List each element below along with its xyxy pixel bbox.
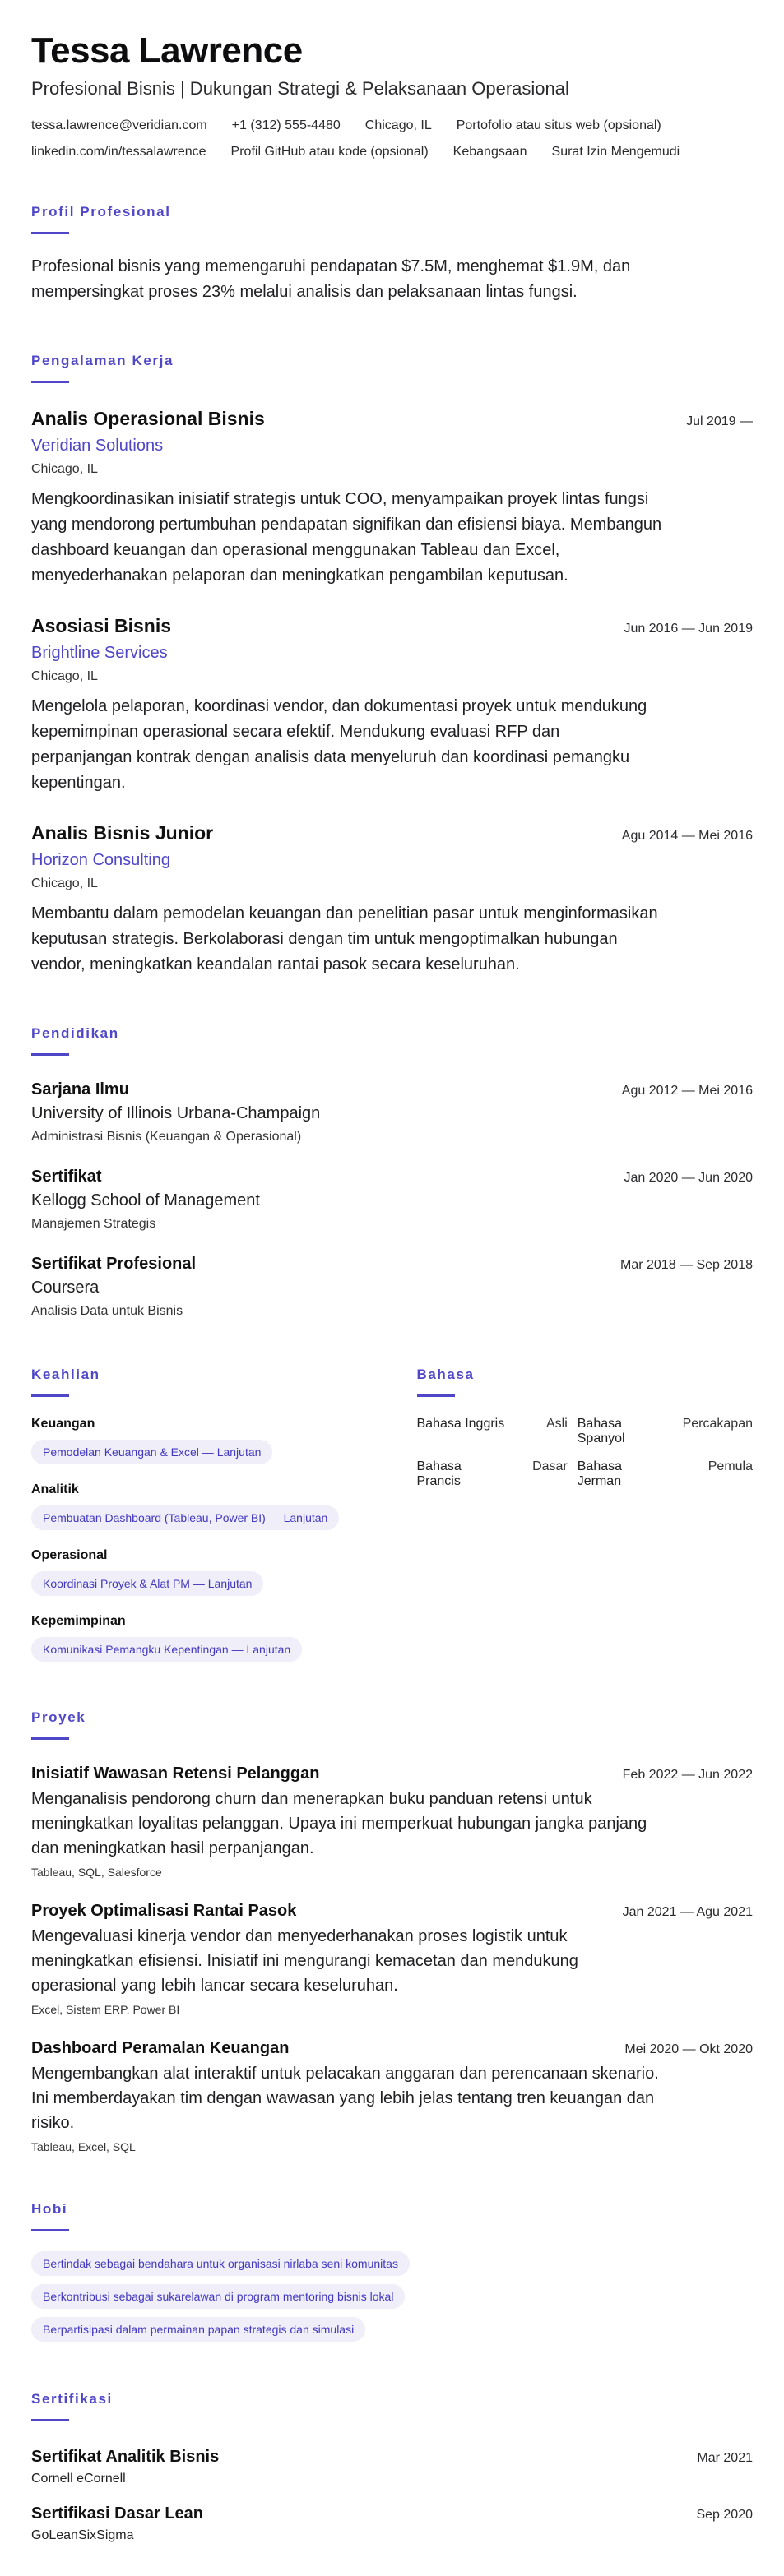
job-date: Jul 2019 —	[686, 414, 753, 428]
project-name: Proyek Optimalisasi Rantai Pasok	[31, 1902, 297, 1920]
job-entry	[31, 822, 753, 978]
hobbies-section	[31, 2201, 753, 2350]
section-divider	[31, 232, 69, 234]
project-description: Menganalisis pendorong churn dan menerapkan buku panduan retensi untuk meningkatkan loyalitas pelanggan. Upaya ini memperkuat hubungan jangka panjang dan meningkatkan hasil perpanjangan.	[31, 1790, 647, 1857]
section-title: Pendidikan	[31, 1025, 119, 1041]
job-role: Analis Operasional Bisnis	[31, 408, 265, 429]
languages-section	[417, 1367, 754, 1662]
certification-entry	[31, 2448, 753, 2486]
section-divider	[31, 1394, 69, 1397]
resume-header	[31, 30, 753, 160]
language-name: Bahasa Inggris	[416, 1417, 505, 1431]
section-divider	[31, 2229, 69, 2231]
education-degree: Sertifikat Profesional	[31, 1255, 197, 1273]
hobby-list	[31, 2251, 753, 2350]
education-school: University of Illinois Urbana-Champaign	[31, 1104, 321, 1122]
skill-group	[31, 1614, 368, 1662]
language-name: Bahasa Spanyol	[577, 1417, 625, 1445]
projects-section	[31, 1709, 753, 2153]
section-title: Bahasa	[416, 1367, 475, 1382]
skill-category: Operasional	[31, 1548, 108, 1562]
skill-group	[31, 1548, 368, 1596]
project-date: Jan 2021 — Agu 2021	[622, 1905, 753, 1919]
job-date: Agu 2014 — Mei 2016	[621, 829, 753, 843]
contact-github: Profil GitHub atau kode (opsional)	[230, 145, 429, 159]
language-name: Bahasa Jerman	[577, 1459, 623, 1488]
certification-name: Sertifikat Analitik Bisnis	[31, 2448, 220, 2466]
project-entry	[31, 1902, 753, 2016]
education-entry	[31, 1168, 753, 1232]
hobby-chip: Berpartisipasi dalam permainan papan strategis dan simulasi	[31, 2317, 365, 2342]
language-list	[417, 1417, 754, 1489]
education-degree: Sarjana Ilmu	[31, 1080, 129, 1098]
education-date: Mar 2018 — Sep 2018	[620, 1258, 753, 1272]
project-entry	[31, 1764, 753, 1879]
contact-email[interactable]: tessa.lawrence@veridian.com	[31, 118, 207, 132]
certification-date: Mar 2021	[697, 2451, 753, 2465]
education-field: Manajemen Strategis	[31, 1217, 156, 1231]
hobby-chip: Bertindak sebagai bendahara untuk organisasi nirlaba seni komunitas	[31, 2251, 410, 2276]
certification-entry	[31, 2504, 753, 2543]
language-level: Dasar	[532, 1459, 568, 1473]
education-field: Analisis Data untuk Bisnis	[31, 1304, 183, 1318]
contact-phone[interactable]: +1 (312) 555-4480	[231, 118, 341, 132]
section-divider	[31, 1053, 69, 1056]
skill-chip: Koordinasi Proyek & Alat PM — Lanjutan	[31, 1571, 263, 1596]
job-date: Jun 2016 — Jun 2019	[624, 622, 753, 636]
job-role: Analis Bisnis Junior	[31, 822, 214, 844]
education-entry	[31, 1080, 753, 1145]
project-description: Mengembangkan alat interaktif untuk pelacakan anggaran dan perencanaan skenario. Ini memberdayakan tim dengan wawasan yang lebih jelas tentang tren keuangan dan risiko.	[31, 2065, 659, 2132]
section-divider	[31, 1737, 69, 1740]
skills-section	[31, 1367, 368, 1662]
skill-category: Keuangan	[31, 1417, 95, 1431]
skill-chip: Pembuatan Dashboard (Tableau, Power BI) — Lanjutan	[31, 1505, 339, 1530]
job-entry	[31, 408, 753, 589]
education-entry	[31, 1255, 753, 1319]
language-name: Bahasa Prancis	[416, 1459, 462, 1488]
job-location: Chicago, IL	[31, 669, 98, 683]
job-location: Chicago, IL	[31, 876, 98, 890]
skills-languages-row	[31, 1367, 753, 1662]
candidate-name: Tessa Lawrence	[31, 30, 303, 71]
summary-text: Profesional bisnis yang memengaruhi pendapatan $7.5M, menghemat $1.9M, dan mempersingkat proses 23% melalui analisis dan pelaksanaan lintas fungsi.	[31, 257, 631, 301]
job-company: Horizon Consulting	[31, 851, 170, 869]
section-title: Pengalaman Kerja	[31, 353, 174, 368]
education-date: Jan 2020 — Jun 2020	[624, 1171, 753, 1185]
education-degree: Sertifikat	[31, 1168, 102, 1186]
language-level: Asli	[545, 1417, 568, 1431]
certification-issuer: GoLeanSixSigma	[31, 2528, 134, 2542]
education-field: Administrasi Bisnis (Keuangan & Operasional)	[31, 1130, 302, 1144]
project-tech: Excel, Sistem ERP, Power BI	[31, 2003, 180, 2016]
section-divider	[31, 381, 69, 383]
job-company: Brightline Services	[31, 644, 168, 662]
language-level: Percakapan	[682, 1417, 753, 1431]
job-location: Chicago, IL	[31, 462, 98, 476]
education-date: Agu 2012 — Mei 2016	[621, 1084, 753, 1098]
skill-chip: Pemodelan Keuangan & Excel — Lanjutan	[31, 1440, 272, 1464]
contact-info	[31, 118, 753, 160]
section-title: Sertifikasi	[31, 2391, 113, 2407]
contact-linkedin[interactable]: linkedin.com/in/tessalawrence	[31, 145, 206, 159]
skill-group	[31, 1482, 368, 1530]
section-divider	[31, 2419, 69, 2421]
section-title: Hobi	[31, 2201, 68, 2217]
contact-driving-license: Surat Izin Mengemudi	[551, 145, 680, 159]
job-company: Veridian Solutions	[31, 437, 164, 455]
certification-name: Sertifikasi Dasar Lean	[31, 2504, 203, 2523]
job-description: Mengkoordinasikan inisiatif strategis untuk COO, menyampaikan proyek lintas fungsi yang mendorong pertumbuhan pendapatan signifikan dan efisiensi biaya. Membangun dashboard keuangan dan operasional menggunakan Tableau dan Excel, menyederhanakan pelaporan dan meningkatkan pengambilan keputusan.	[31, 490, 662, 585]
summary-section	[31, 204, 753, 305]
skill-category: Analitik	[31, 1482, 79, 1496]
project-entry	[31, 2039, 753, 2153]
section-title: Profil Profesional	[31, 204, 171, 220]
project-tech: Tableau, Excel, SQL	[31, 2140, 136, 2153]
education-section	[31, 1025, 753, 1319]
section-divider	[417, 1394, 455, 1397]
section-title: Proyek	[31, 1709, 86, 1725]
project-description: Mengevaluasi kinerja vendor dan menyederhanakan proses logistik untuk meningkatkan efisiensi. Inisiatif ini mengurangi kemacetan dan mendukung operasional yang lebih lancar secara keseluruhan.	[31, 1927, 578, 1995]
project-name: Dashboard Peramalan Keuangan	[31, 2039, 290, 2057]
skill-chip: Komunikasi Pemangku Kepentingan — Lanjutan	[31, 1637, 302, 1662]
contact-nationality: Kebangsaan	[452, 145, 527, 159]
job-role: Asosiasi Bisnis	[31, 615, 172, 636]
language-level: Pemula	[707, 1459, 753, 1473]
candidate-headline: Profesional Bisnis | Dukungan Strategi & Pelaksanaan Operasional	[31, 78, 569, 99]
contact-portfolio: Portofolio atau situs web (opsional)	[456, 118, 661, 132]
education-school: Kellogg School of Management	[31, 1191, 260, 1209]
job-entry	[31, 615, 753, 796]
experience-section	[31, 353, 753, 978]
project-tech: Tableau, SQL, Salesforce	[31, 1866, 162, 1879]
section-title: Keahlian	[31, 1367, 100, 1382]
education-school: Coursera	[31, 1279, 100, 1297]
certification-date: Sep 2020	[696, 2508, 753, 2522]
project-date: Mei 2020 — Okt 2020	[624, 2042, 753, 2056]
hobby-chip: Berkontribusi sebagai sukarelawan di program mentoring bisnis lokal	[31, 2284, 405, 2309]
project-date: Feb 2022 — Jun 2022	[622, 1768, 753, 1782]
skill-category: Kepemimpinan	[31, 1614, 126, 1628]
skill-group	[31, 1417, 368, 1464]
job-description: Membantu dalam pemodelan keuangan dan penelitian pasar untuk menginformasikan keputusan strategis. Berkolaborasi dengan tim untuk mengoptimalkan hubungan vendor, meningkatkan keandalan rantai pasok secara keseluruhan.	[31, 904, 658, 974]
job-description: Mengelola pelaporan, koordinasi vendor, dan dokumentasi proyek untuk mendukung kepemimpinan operasional secara efektif. Mendukung evaluasi RFP dan perpanjangan kontrak dengan analisis data menyeluruh dan koordinasi pemangku kepentingan.	[31, 697, 647, 792]
project-name: Inisiatif Wawasan Retensi Pelanggan	[31, 1764, 320, 1783]
certifications-section	[31, 2391, 753, 2543]
contact-location: Chicago, IL	[364, 118, 432, 132]
certification-issuer: Cornell eCornell	[31, 2472, 126, 2486]
